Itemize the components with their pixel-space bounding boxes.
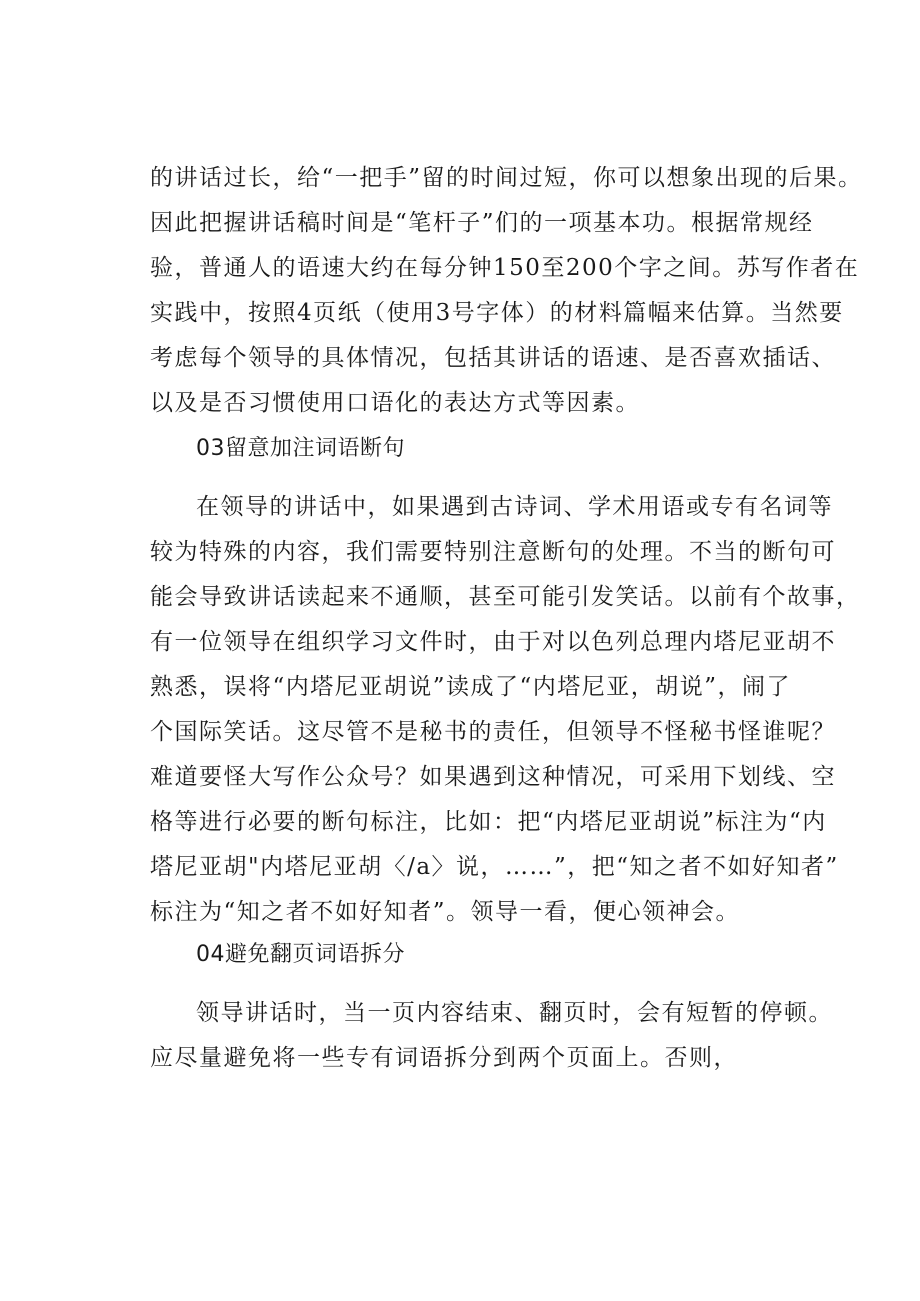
- paragraph-line: 能会导致讲话读起来不通顺，甚至可能引发笑话。以前有个故事，: [150, 584, 861, 610]
- paragraph-line: 格等进行必要的断句标注，比如：把“内塔尼亚胡说”标注为“内: [150, 809, 827, 835]
- section-heading-04: 04避免翻页词语拆分: [196, 942, 405, 967]
- paragraph-line: 实践中，按照4页纸（使用3号字体）的材料篇幅来估算。当然要: [150, 300, 844, 326]
- paragraph-line: 领导讲话时，当一页内容结束、翻页时，会有短暂的停顿。: [196, 1000, 833, 1026]
- paragraph-line: 因此把握讲话稿时间是“笔杆子”们的一项基本功。根据常规经: [150, 210, 814, 236]
- section-heading-03: 03留意加注词语断句: [196, 436, 405, 461]
- paragraph-line: 应尽量避免将一些专有词语拆分到两个页面上。否则，: [150, 1045, 738, 1071]
- paragraph-line: 熟悉，误将“内塔尼亚胡说”读成了“内塔尼亚，胡说”，闹了: [150, 674, 792, 700]
- paragraph-line: 的讲话过长，给“一把手”留的时间过短，你可以想象出现的后果。: [150, 165, 863, 191]
- paragraph-line: 考虑每个领导的具体情况，包括其讲话的语速、是否喜欢插话、: [150, 345, 836, 371]
- paragraph-line: 个国际笑话。这尽管不是秘书的责任，但领导不怪秘书怪谁呢？: [150, 719, 836, 745]
- paragraph-line: 在领导的讲话中，如果遇到古诗词、学术用语或专有名词等: [196, 494, 833, 520]
- paragraph-line: 标注为“知之者不如好知者”。领导一看，便心领神会。: [150, 899, 741, 925]
- paragraph-line: 有一位领导在组织学习文件时，由于对以色列总理内塔尼亚胡不: [150, 629, 836, 655]
- paragraph-line: 验，普通人的语速大约在每分钟150至200个字之间。苏写作者在: [150, 255, 860, 281]
- paragraph-line: 较为特殊的内容，我们需要特别注意断句的处理。不当的断句可: [150, 539, 836, 565]
- paragraph-line: 以及是否习惯使用口语化的表达方式等因素。: [150, 390, 640, 416]
- paragraph-line: 难道要怪大写作公众号？如果遇到这种情况，可采用下划线、空: [150, 764, 836, 790]
- paragraph-line: 塔尼亚胡"内塔尼亚胡〈/a〉说，……”，把“知之者不如好知者”: [150, 854, 839, 880]
